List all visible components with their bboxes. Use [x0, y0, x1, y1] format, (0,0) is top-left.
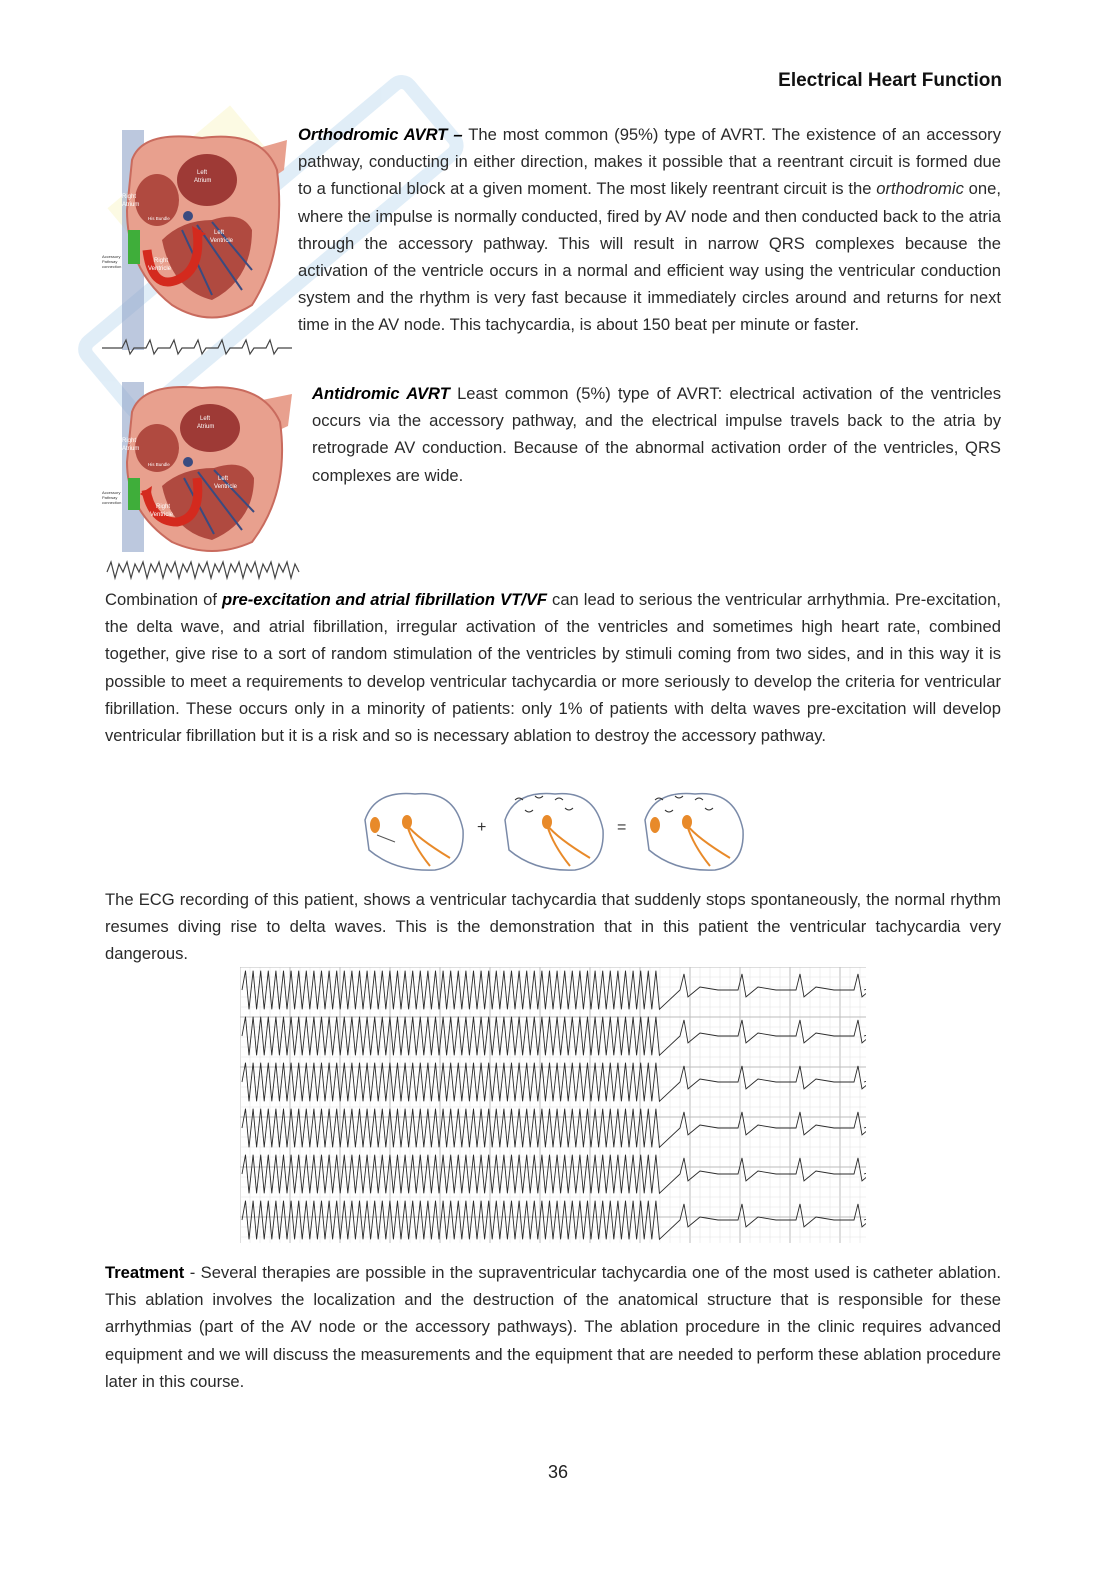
- combination-lead: Combination of: [105, 590, 222, 609]
- label-right-atrium-1: Right: [122, 194, 137, 200]
- label2-his-bundle: His Bundle: [148, 462, 170, 467]
- label2-accessory-3: connection: [102, 500, 122, 505]
- page-header: Electrical Heart Function: [778, 70, 1002, 91]
- label-left-ventricle-2: Ventricle: [210, 238, 234, 244]
- label-left-atrium-1: Left: [197, 170, 208, 176]
- wide-qrs-ecg-strip: [107, 562, 299, 578]
- plus-sign: +: [477, 819, 487, 836]
- label2-accessory-2: Pathway: [102, 495, 118, 500]
- treatment-term: Treatment: [105, 1263, 185, 1282]
- ecg-paragraph: The ECG recording of this patient, shows a ventricular tachycardia that suddenly stops spontaneously, the normal rhythm resumes diving rise to delta waves. This is the demonstration that in this patient the ventricular tachycardia very dangerous.: [105, 890, 1001, 964]
- av-node-dot-2: [183, 457, 193, 467]
- orthodromic-paragraph: [298, 121, 1001, 339]
- treatment-text: - Several therapies are possible in the supraventricular tachycardia one of the most used is catheter ablation. This ablation involves the localization and the destruction of the anatomical structure that is responsible for these arrhythmias (part of the AV node or the accessory pathways). The ablation procedure in the clinic requires advanced equipment and we will discuss the measurements and the equipment that are needed to perform these ablation procedure later in this course.: [105, 1263, 1001, 1391]
- label-accessory-2: Pathway: [102, 259, 118, 264]
- label2-left-ventricle-1: Left: [218, 476, 229, 482]
- antidromic-heart-figure: [102, 382, 302, 586]
- label-left-ventricle-1: Left: [214, 230, 225, 236]
- label2-left-ventricle-2: Ventricle: [214, 484, 238, 490]
- label2-right-atrium-1: Right: [122, 438, 137, 444]
- equals-sign: =: [617, 819, 627, 836]
- orthodromic-text-2: one, where the impulse is normally conducted, fired by AV node and then conducted back to the atria through the accessory pathway. This will result in narrow QRS complexes because the activation of the ventricle occurs in a normal and efficient way using the ventricular conduction system and the rhythm is very fast because it immediately circles around and returns for next time in the AV node. This tachycardia, is about 150 beat per minute or faster.: [298, 179, 1001, 335]
- av-node-dot: [183, 211, 193, 221]
- label2-right-atrium-2: Atrium: [122, 446, 140, 452]
- label-accessory-3: connection: [102, 264, 122, 269]
- heart-sketch-combined: [645, 794, 743, 871]
- accessory-pathway-mark-2: [128, 478, 140, 510]
- antidromic-paragraph: [312, 380, 1001, 489]
- heart-sketch-preexcitation: [365, 794, 463, 871]
- orthodromic-heart-figure: [102, 130, 292, 360]
- combination-text: can lead to serious the ventricular arrhythmia. Pre-excitation, the delta wave, and atrial fibrillation, irregular activation of the ventricles and sometimes high heart rate, combined together, give rise to a sort of random stimulation of the ventricles by stimuli coming from two sides, and in this way it is possible to meet a requirements to develop ventricular tachycardia or more seriously to develop the criteria for ventricular fibrillation. These occurs only in a minority of patients: only 1% of patients with delta waves pre-excitation will develop ventricular fibrillation but it is a risk and so is necessary ablation to destroy the accessory pathway.: [105, 590, 1001, 746]
- label2-left-atrium-2: Atrium: [197, 424, 215, 430]
- label-right-ventricle-2: Ventricle: [148, 266, 172, 272]
- label2-right-ventricle-1: Right: [156, 504, 171, 510]
- antidromic-term: Antidromic AVRT: [312, 384, 450, 403]
- ecg-recording: [240, 967, 866, 1243]
- label2-right-ventricle-2: Ventricle: [150, 512, 174, 518]
- label2-accessory-1: Accessory: [102, 490, 121, 495]
- orthodromic-italic: orthodromic: [876, 179, 964, 199]
- accessory-pathway-mark: [128, 230, 140, 264]
- combination-term: pre-excitation and atrial fibrillation VT/VF: [221, 590, 548, 609]
- antidromic-text: Least common (5%) type of AVRT: electrical activation of the ventricles occurs via the accessory pathway, and the electrical impulse travels back to the atria by retrograde AV conduction. Because of the abnormal activation order of the ventricles, QRS complexes are wide.: [312, 384, 1001, 485]
- label-his-bundle: His Bundle: [148, 216, 170, 221]
- orthodromic-text-1: The most common (95%) type of AVRT. The existence of an accessory pathway, conducting in either direction, makes it possible that a reentrant circuit is formed due to a functional block at a given moment. The most likely reentrant circuit is the: [298, 125, 1001, 199]
- heart-equation-diagram: [355, 780, 755, 875]
- heart-sketch-afib: [505, 794, 603, 871]
- treatment-paragraph: [105, 1259, 1001, 1395]
- combination-paragraph: [105, 586, 1001, 749]
- label-right-atrium-2: Atrium: [122, 202, 140, 208]
- label-accessory-1: Accessory: [102, 254, 121, 259]
- label2-left-atrium-1: Left: [200, 416, 211, 422]
- label-left-atrium-2: Atrium: [194, 178, 212, 184]
- label-right-ventricle-1: Right: [154, 258, 169, 264]
- orthodromic-term: Orthodromic AVRT –: [298, 125, 463, 144]
- page-number: 36: [547, 1462, 569, 1482]
